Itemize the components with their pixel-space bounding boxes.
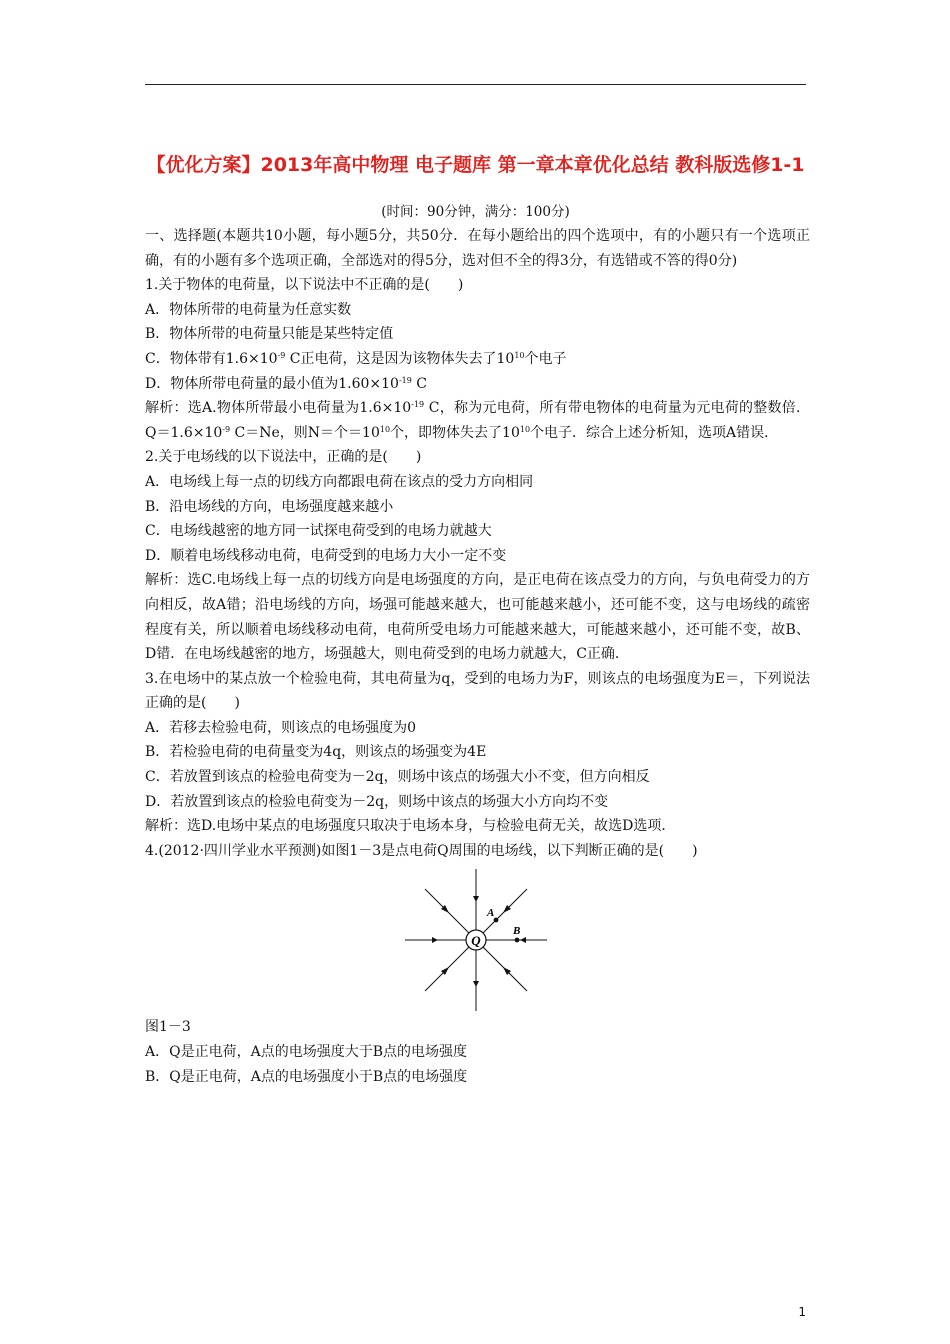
- q2-option-b: B．沿电场线的方向，电场强度越来越小: [145, 498, 394, 515]
- section-intro: 一、选择题(本题共10小题，每小题5分，共50分．在每小题给出的四个选项中，有的小题只有一个选项正确，有的小题有多个选项正确，全部选对的得5分，选对但不全的得3分，有选错或不答的得0分): [145, 228, 810, 269]
- arrow-icon: [473, 896, 479, 902]
- q3-analysis: 解析：选D.电场中某点的电场强度只取决于电场本身，与检验电荷无关，故选D选项．: [145, 818, 676, 835]
- q1-option-c: C．物体带有$1.6\times 10^{-9}$ C正电荷，这是因为该物体失去了$10^{10}$个电子: [145, 350, 567, 367]
- arrow-icon: [520, 937, 526, 943]
- electric-field-figure: [145, 869, 806, 1015]
- q1-stem: 1.关于物体的电荷量，以下说法中不正确的是( ): [145, 277, 464, 294]
- q3-option-c: C．若放置到该点的检验电荷变为－2q，则场中该点的场强大小不变，但方向相反: [145, 769, 650, 786]
- q2-option-a: A．电场线上每一点的切线方向都跟电荷在该点的受力方向相同: [145, 473, 534, 490]
- q4-option-b: B．Q是正电荷，A点的电场强度小于B点的电场强度: [145, 1068, 468, 1085]
- q3-option-b: B．若检验电荷的电荷量变为4q，则该点的场强变为4E: [145, 744, 487, 761]
- field-lines-diagram: [405, 869, 547, 1011]
- q3-option-a: A．若移去检验电荷，则该点的电场强度为0: [145, 719, 417, 736]
- q2-stem: 2.关于电场线的以下说法中，正确的是( ): [145, 449, 422, 466]
- q4-stem: 4.(2012·四川学业水平预测)如图1－3是点电荷Q周围的电场线，以下判断正确的是( ): [145, 842, 698, 859]
- q2-option-c: C．电场线越密的地方同一试探电荷受到的电场力就越大: [145, 523, 492, 540]
- point-b-dot: [515, 938, 520, 943]
- document-body: [145, 224, 810, 1089]
- q3-stem: 3.在电场中的某点放一个检验电荷，其电荷量为q，受到的电场力为F，则该点的电场强度为E＝，下列说法正确的是( ): [145, 670, 810, 712]
- point-a-label: A: [487, 907, 495, 920]
- q1-option-d: D．物体所带电荷量的最小值为$1.60\times 10^{-19}$ C: [145, 375, 428, 392]
- page-title: 【优化方案】2013年高中物理 电子题库 第一章本章优化总结 教科版选修1-1: [146, 154, 805, 176]
- figure-caption: 图1－3: [145, 1019, 191, 1036]
- q4-option-a: A．Q是正电荷，A点的电场强度大于B点的电场强度: [145, 1044, 467, 1061]
- point-b-label: B: [513, 925, 521, 938]
- q1-analysis: 解析：选A.物体所带最小电荷量为$1.6\times 10^{-19}$ C，称为元电荷，所有带电物体的电荷量为元电荷的整数倍．$Q=1.6\times 10^{-9}$ C＝Ne，则N＝个$=10^{10}$个，即物体失去了$10^{10}$个电子．综合上述分析知，选项A错误．: [145, 400, 810, 441]
- header-rule: [145, 84, 806, 85]
- q3-option-d: D．若放置到该点的检验电荷变为－2q，则场中该点的场强大小方向均不变: [145, 793, 609, 810]
- arrow-icon: [473, 981, 479, 987]
- charge-q-label: Q: [471, 933, 481, 949]
- q1-option-b: B．物体所带的电荷量只能是某些特定值: [145, 326, 394, 343]
- q1-option-a: A．物体所带的电荷量为任意实数: [145, 301, 352, 318]
- q2-analysis: 解析：选C.电场线上每一点的切线方向是电场强度的方向，是正电荷在该点受力的方向，与负电荷受力的方向相反，故A错；沿电场线的方向，场强可能越来越大，也可能越来越小，还可能不变，这与电场线的疏密程度有关，所以顺着电场线移动电荷，电荷所受电场力可能越来越大，可能越来越小，还可能不变，故B、D错．在电场线越密的地方，场强越大，则电荷受到的电场力就越大，C正确．: [145, 572, 810, 663]
- page-number: 1: [798, 1305, 806, 1319]
- exam-time-score: (时间：90分钟，满分：100分): [381, 204, 570, 220]
- q2-option-d: D．顺着电场线移动电荷，电荷受到的电场力大小一定不变: [145, 547, 507, 564]
- arrow-icon: [432, 937, 438, 943]
